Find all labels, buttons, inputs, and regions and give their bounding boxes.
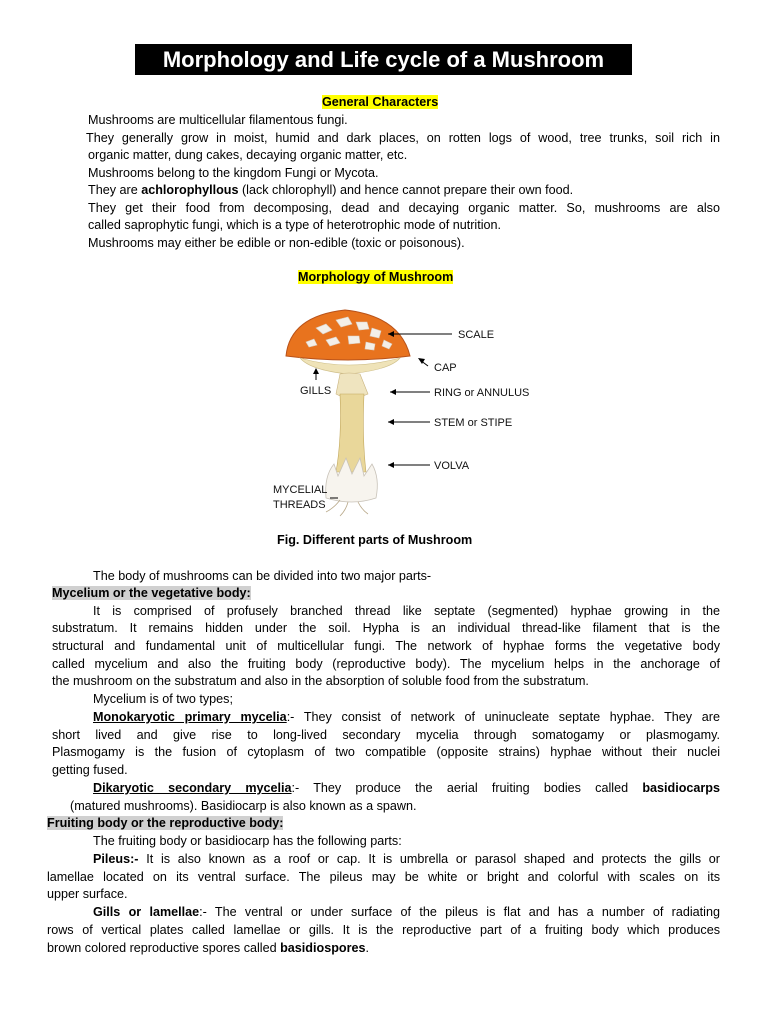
mono-term: Monokaryotic primary mycelia	[93, 710, 287, 724]
general-item-4	[88, 182, 573, 199]
pileus-line-1	[93, 851, 720, 868]
stem-shape	[336, 394, 366, 472]
general-item-3: Mushrooms belong to the kingdom Fungi or Mycota.	[88, 166, 379, 180]
gills-bold-end: basidiospores	[280, 941, 366, 955]
mono-line-3: Plasmogamy is the fusion of cytoplasm of two compatible (opposite strains) hyphae without their nuclei	[52, 745, 720, 759]
fruiting-heading	[47, 815, 283, 832]
gills-term: Gills or lamellae	[93, 905, 200, 919]
mono-line-1-text: :- They consist of network of uninucleate septate hyphae. They are	[286, 710, 720, 724]
types-intro: Mycelium is of two types;	[93, 692, 233, 706]
mono-line-2: short lived and give rise to long-lived secondary mycelia through somatogamy or plasmogamy.	[52, 728, 720, 742]
general-item-6: Mushrooms may either be edible or non-edible (toxic or poisonous).	[88, 236, 465, 250]
gills-line-1	[93, 904, 720, 921]
pileus-line-2: lamellae located on its ventral surface. The pileus may be white or bright and colorful with scales on its	[47, 870, 720, 884]
label-ring: RING or ANNULUS	[434, 387, 530, 399]
general-item-4-term: achlorophyllous	[141, 183, 239, 197]
mycelium-heading	[52, 585, 251, 602]
general-item-1: Mushrooms are multicellular filamentous fungi.	[88, 113, 348, 127]
fruiting-heading-text: Fruiting body or the reproductive body:	[47, 816, 284, 830]
general-item-5: They get their food from decomposing, dead and decaying organic matter. So, mushrooms are also	[88, 201, 720, 215]
gills-line-1-text: :- The ventral or under surface of the pileus is flat and has a number of radiating	[199, 905, 720, 919]
mycelium-heading-text: Mycelium or the vegetative body:	[52, 586, 251, 600]
mono-line-4: getting fused.	[52, 763, 128, 777]
pileus-line-1-text: It is also known as a roof or cap. It is umbrella or parasol shaped and protects the gills or	[146, 852, 720, 866]
dikar-bold: basidiocarps	[642, 781, 721, 795]
pileus-term: Pileus:-	[93, 852, 139, 866]
pileus-line-3: upper surface.	[47, 887, 128, 901]
general-characters-heading	[322, 94, 438, 111]
gills-line-2: rows of vertical plates called lamellae or gills. It is the reproductive part of a fruiting body which produces	[47, 923, 720, 937]
dikar-line-1	[93, 780, 720, 797]
mycelium-line-5: the mushroom on the substratum and also in the absorption of soluble food from the substratum.	[52, 674, 589, 688]
general-item-5-cont: called saprophytic fungi, which is a type of heterotrophic mode of nutrition.	[88, 218, 502, 232]
label-mycelial-1: MYCELIAL	[273, 484, 328, 496]
mycelium-line-1: It is comprised of profusely branched thread like septate (segmented) hyphae growing in the	[93, 604, 720, 618]
mycelium-line-4: called mycelium and also the fruiting body (reproductive body). The mycelium helps in the anchorage of	[52, 657, 720, 671]
general-item-4-b: (lack chlorophyll) and hence cannot prepare their own food.	[241, 183, 574, 197]
label-stem: STEM or STIPE	[434, 417, 513, 429]
general-item-2-cont: organic matter, dung cakes, decaying organic matter, etc.	[88, 148, 408, 162]
general-heading-text: General Characters	[322, 95, 439, 109]
general-item-2: They generally grow in moist, humid and dark places, on rotten logs of wood, tree trunks, soil rich in	[86, 131, 720, 145]
gills-end: .	[365, 941, 369, 955]
mushroom-diagram	[260, 298, 550, 526]
dikar-line-2: (matured mushrooms). Basidiocarp is also known as a spawn.	[70, 799, 417, 813]
figure-caption: Fig. Different parts of Mushroom	[277, 533, 473, 547]
mycelium-line-3: structural and fundamental unit of multicellular fungi. The network of hyphae forms the vegetative body	[52, 639, 720, 653]
mycelium-line-2: substratum. It remains hidden under the soil. Hypha is an individual thread-like filament that is the	[52, 621, 720, 635]
dikar-rest: :- They produce the aerial fruiting bodies called	[291, 781, 629, 795]
body-intro: The body of mushrooms can be divided into two major parts-	[93, 569, 432, 583]
page-title: Morphology and Life cycle of a Mushroom	[135, 44, 632, 75]
label-scale: SCALE	[458, 329, 495, 341]
mycelial-threads-shape	[326, 500, 368, 516]
label-volva: VOLVA	[434, 460, 470, 472]
label-cap: CAP	[434, 362, 457, 374]
gills-line-3-text: brown colored reproductive spores called	[47, 941, 277, 955]
general-item-4-a: They are	[88, 183, 138, 197]
dikar-term: Dikaryotic secondary mycelia	[93, 781, 292, 795]
fruiting-intro: The fruiting body or basidiocarp has the following parts:	[93, 834, 402, 848]
morphology-heading	[298, 269, 453, 286]
label-gills: GILLS	[300, 385, 332, 397]
gills-line-3	[47, 940, 369, 957]
morphology-heading-text: Morphology of Mushroom	[298, 270, 454, 284]
label-mycelial-2: THREADS	[273, 499, 326, 511]
mono-line-1	[93, 709, 720, 726]
